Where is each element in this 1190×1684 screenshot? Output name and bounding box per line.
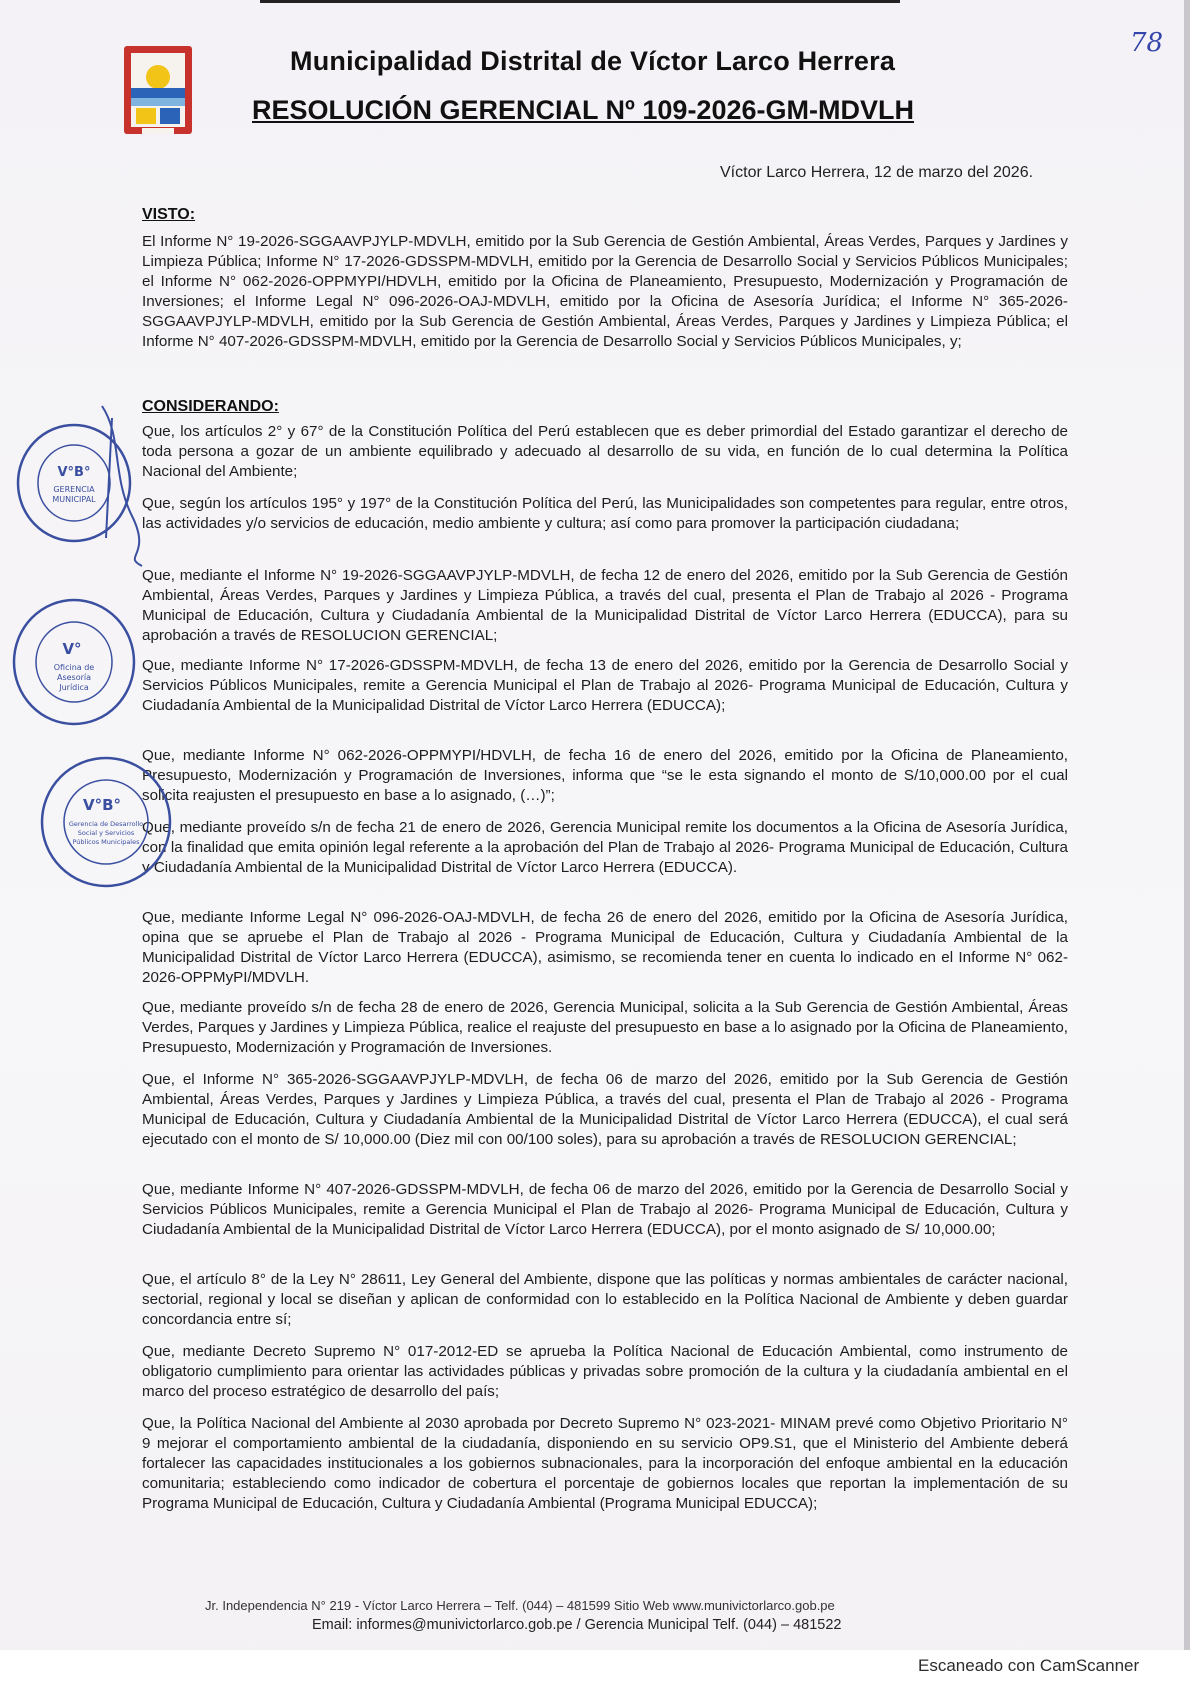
considerando-paragraph-3: Que, mediante el Informe N° 19-2026-SGGAAVPJYLP-MDVLH, de fecha 12 de enero del 2026, emitido por la Sub Gerencia de Gestión Ambiental, Áreas Verdes, Parques y Jardines y Limpieza Pública, a través del cual, presenta el Plan de Trabajo al 2026 - Programa Municipal de Educación, Cultura y Ciudadanía Ambiental de la Municipalidad Distrital de Víctor Larco Herrera (EDUCCA), para su aprobación a través de RESOLUCION GERENCIAL; (142, 567, 1068, 644)
considerando-paragraph-12: Que, mediante Decreto Supremo N° 017-2012-ED se aprueba la Política Nacional de Educación Ambiental, como instrumento de obligatorio cumplimiento para orientar las actividades públicas y privadas sobre promoción de la cultura y la ciudadanía ambiental en el marco del proceso estratégico de desarrollo del país; (142, 1343, 1068, 1400)
considerando-paragraph-6: Que, mediante proveído s/n de fecha 21 de enero de 2026, Gerencia Municipal remite los documentos a la Oficina de Asesoría Jurídica, con la finalidad que emita opinión legal referente a la aprobación del Plan de Trabajo al 2026- Programa Municipal de Educación, Cultura y Ciudadanía Ambiental de la Municipalidad Distrital de Víctor Larco Herrera (EDUCCA). (142, 819, 1068, 876)
scan-right-edge (1184, 0, 1190, 1650)
asesoria-juridica-stamp (10, 596, 138, 728)
considerando-paragraph-4: Que, mediante Informe N° 17-2026-GDSSPM-MDVLH, de fecha 13 de enero del 2026, emitido por la Gerencia de Desarrollo Social y Servicios Públicos Municipales, remite a Gerencia Municipal el Plan de Trabajo al 2026- Programa Municipal de Educación, Cultura y Ciudadanía Ambiental de la Municipalidad Distrital de Víctor Larco Herrera (EDUCCA); (142, 657, 1068, 714)
considerando-paragraph-1: Que, los artículos 2° y 67° de la Constitución Política del Perú establecen que es deber primordial del Estado garantizar el derecho de toda persona a gozar de un ambiente equilibrado y adecuado al desarrollo de su vida, en función de lo cual determina la Política Nacional del Ambiente; (142, 423, 1068, 480)
handwritten-page-number: 78 (1130, 28, 1164, 58)
svg-text:GERENCIA: GERENCIA (53, 485, 95, 494)
considerando-paragraph-11: Que, el artículo 8° de la Ley N° 28611, Ley General del Ambiente, dispone que las políticas y normas ambientales de carácter nacional, sectorial, regional y local se diseñan y aplican de conformidad con lo establecido en la Política Nacional de Ambiente y deben guardar concordancia entre sí; (142, 1271, 1068, 1328)
footer-address: Jr. Independencia N° 219 - Víctor Larco Herrera – Telf. (044) – 481599 Sitio Web www.munivictorlarco.gob.pe (205, 1598, 835, 1613)
municipal-crest-logo (122, 44, 194, 140)
svg-text:V°: V° (62, 640, 82, 658)
svg-text:Jurídica: Jurídica (59, 683, 89, 692)
svg-text:Públicos Municipales: Públicos Municipales (72, 838, 140, 846)
resolution-title: RESOLUCIÓN GERENCIAL Nº 109-2026-GM-MDVLH (252, 95, 914, 125)
considerando-paragraph-9: Que, el Informe N° 365-2026-SGGAAVPJYLP-MDVLH, de fecha 06 de marzo del 2026, emitido por la Sub Gerencia de Gestión Ambiental, Áreas Verdes, Parques y Jardines y Limpieza Pública, a través del cual, presenta el Plan de Trabajo al 2026 - Programa Municipal de Educación, Cultura y Ciudadanía Ambiental de la Municipalidad Distrital de Víctor Larco Herrera (EDUCCA), el cual será ejecutado con el monto de S/ 10,000.00 (Diez mil con 00/100 soles), para su aprobación a través de RESOLUCION GERENCIAL; (142, 1071, 1068, 1148)
footer-email: Email: informes@munivictorlarco.gob.pe / Gerencia Municipal Telf. (044) – 481522 (312, 1617, 842, 1633)
municipality-title: Municipalidad Distrital de Víctor Larco Herrera (290, 46, 896, 76)
desarrollo-social-stamp (36, 752, 176, 892)
considerando-paragraph-7: Que, mediante Informe Legal N° 096-2026-OAJ-MDVLH, de fecha 26 de enero del 2026, emitido por la Oficina de Asesoría Jurídica, opina que se apruebe el Plan de Trabajo al 2026 - Programa Municipal de Educación, Cultura y Ciudadanía Ambiental de la Municipalidad Distrital de Víctor Larco Herrera (EDUCCA), asimismo, se recomienda tener en cuenta lo indicado en el Informe N° 062-2026-OPPMyPI/MDVLH. (142, 909, 1068, 986)
svg-text:V°B°: V°B° (82, 796, 122, 814)
considerando-paragraph-13: Que, la Política Nacional del Ambiente al 2030 aprobada por Decreto Supremo N° 023-2021- MINAM prevé como Objetivo Prioritario N° 9 mejorar el comportamiento ambiental de la ciudadanía, disponiendo en su servicio OP9.S1, que el Ministerio del Ambiente deberá fortalecer las capacidades institucionales a los gobiernos subnacionales, para la incorporación del enfoque ambiental en la educación comunitaria; estableciendo como indicador de cobertura el porcentaje de gobiernos locales que reportan la implementación de su Programa Municipal de Educación, Cultura y Ciudadanía Ambiental (Programa Municipal EDUCCA); (142, 1415, 1068, 1512)
svg-text:Gerencia de Desarrollo: Gerencia de Desarrollo (68, 820, 144, 828)
scan-top-edge (260, 0, 900, 3)
svg-text:V°B°: V°B° (57, 465, 91, 480)
handwritten-signature (92, 396, 152, 572)
svg-text:Social y Servicios: Social y Servicios (77, 829, 135, 837)
visto-heading: VISTO: (142, 206, 196, 223)
visto-paragraph: El Informe N° 19-2026-SGGAAVPJYLP-MDVLH, emitido por la Sub Gerencia de Gestión Ambiental, Áreas Verdes, Parques y Jardines y Limpieza Pública; Informe N° 17-2026-GDSSPM-MDVLH, emitido por la Gerencia de Desarrollo Social y Servicios Públicos Municipales; el Informe N° 062-2026-OPPMYPI/HDVLH, emitido por la Oficina de Planeamiento, Presupuesto, Modernización y Programación de Inversiones; el Informe Legal N° 096-2026-OAJ-MDVLH, emitido por la Oficina de Asesoría Jurídica; el Informe N° 365-2026-SGGAAVPJYLP-MDVLH, emitido por la Sub Gerencia de Gestión Ambiental, Áreas Verdes, Parques y Jardines y Limpieza Pública; el Informe N° 407-2026-GDSSPM-MDVLH, emitido por la Gerencia de Desarrollo Social y Servicios Públicos Municipales, y; (142, 233, 1068, 350)
camscanner-watermark: Escaneado con CamScanner (918, 1656, 1140, 1675)
considerando-paragraph-8: Que, mediante proveído s/n de fecha 28 de enero de 2026, Gerencia Municipal, solicita a la Sub Gerencia de Gestión Ambiental, Áreas Verdes, Parques y Jardines y Limpieza Pública, realice el reajuste del presupuesto en base a lo asignado por la Oficina de Planeamiento, Presupuesto, Modernización y Programación de Inversiones. (142, 999, 1068, 1056)
considerando-heading: CONSIDERANDO: (142, 398, 279, 415)
svg-text:Oficina de: Oficina de (53, 663, 95, 672)
considerando-paragraph-5: Que, mediante Informe N° 062-2026-OPPMYPI/HDVLH, de fecha 16 de enero del 2026, emitido por la Oficina de Planeamiento, Presupuesto, Modernización y Programación de Inversiones, informa que “se le esta signando el monto de S/10,000.00 por el cual solicita reajusten el presupuesto en base a lo asignado, (…)”; (142, 747, 1068, 804)
considerando-paragraph-2: Que, según los artículos 195° y 197° de la Constitución Política del Perú, las Municipalidades son competentes para regular, entre otros, las actividades y/o servicios de educación, medio ambiente y cultura; así como para promover la participación ciudadana; (142, 495, 1068, 532)
svg-text:MUNICIPAL: MUNICIPAL (52, 495, 96, 504)
considerando-paragraph-10: Que, mediante Informe N° 407-2026-GDSSPM-MDVLH, de fecha 06 de marzo del 2026, emitido por la Gerencia de Desarrollo Social y Servicios Públicos Municipales, remite a Gerencia Municipal el Plan de Trabajo al 2026- Programa Municipal de Educación, Cultura y Ciudadanía Ambiental de la Municipalidad Distrital de Víctor Larco Herrera (EDUCCA), por el monto asignado de S/ 10,000.00; (142, 1181, 1068, 1238)
document-date: Víctor Larco Herrera, 12 de marzo del 2026. (720, 164, 1034, 181)
svg-text:Asesoría: Asesoría (56, 673, 92, 682)
